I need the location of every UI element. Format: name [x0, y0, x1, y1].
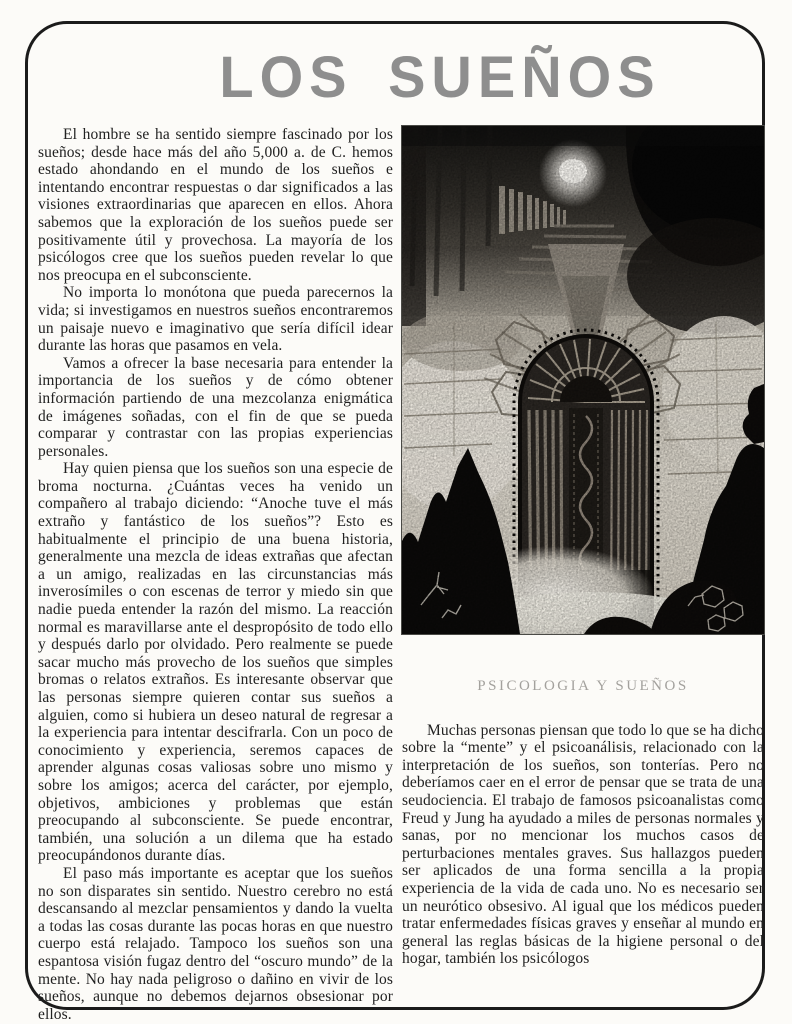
paragraph: No importa lo monótona que pueda parecernos la vida; si investigamos en nuestros sueños encontraremos un paisaje nuevo e imaginativo que sería difícil idear durante las horas que pasamos en vela. — [38, 284, 393, 355]
dream-door-photo-figure — [402, 126, 764, 696]
paragraph: El hombre se ha sentido siempre fascinado por los sueños; desde hace más del año 5,000 a. de C. hemos estado ahondando en el mundo de los sueños e intentando encontrar respuestas o dar significados a las visiones extraordinarias que aparecen en ellos. Ahora sabemos que la exploración de los sueños puede ser positivamente útil y provechosa. La mayoría de los psicólogos cree que los sueños pueden revelar lo que nos preocupa en el subconsciente. — [38, 126, 393, 284]
page-title: LOS SUEÑOS — [219, 43, 661, 110]
left-column — [38, 126, 393, 1023]
paragraph: Hay quien piensa que los sueños son una especie de broma nocturna. ¿Cuántas veces ha venido un compañero al trabajo diciendo: “Anoche tuve el más extraño y fantástico de los sueños”? Esto es habitualmente el principio de una buena historia, generalmente una mezcla de ideas extrañas que afectan a un amigo, realizadas en las circunstancias más inverosímiles o con escenas de terror y miedo sin que nadie pueda entender la razón del mismo. La reacción normal es maravillarse ante el despropósito de todo ello y después darlo por olvidado. Pero realmente se puede sacar mucho más provecho de los sueños que simples bromas o relatos extraños. Es interesante observar que las personas siempre quieren contar sus sueños a alguien, como si hubiera un deseo natural de regresar a la experiencia para intentar descifrarla. Con un poco de conocimiento y experiencia, seremos capaces de aprender algunas cosas valiosas sobre uno mismo y sobre los amigos; acerca del carácter, por ejemplo, objetivos, ambiciones y problemas que están preocupando al subconsciente. Se puede encontrar, también, una solución a un dilema que ha estado preocupándonos durante días. — [38, 460, 393, 865]
paragraph: El paso más importante es aceptar que los sueños no son disparates sin sentido. Nuestro cerebro no está descansando al mezclar pensamientos y dando la vuelta a todas las cosas durante las pocas horas en que nuestro cuerpo está relajado. Tampoco los sueños son una espantosa visión fugaz dentro del “oscuro mundo” de la mente. No hay nada peligroso o dañino en vivir de los sueños, aunque no debemos dejarnos obsesionar por ellos. — [38, 864, 393, 1023]
photo-caption: PSICOLOGIA Y SUEÑOS — [477, 678, 689, 694]
dream-door-photo — [402, 126, 764, 634]
two-column-layout — [38, 126, 764, 1023]
paragraph: Vamos a ofrecer la base necesaria para entender la importancia de los sueños y de cómo obtener información partiendo de una mezcolanza enigmática de imágenes soñadas, con el fin de que se pueda comparar y contrastar con las propias experiencias personales. — [38, 354, 393, 460]
paragraph: Muchas personas piensan que todo lo que se ha dicho sobre la “mente” y el psicoanálisis, relacionado con la interpretación de los sueños, son tonterías. Pero no deberíamos caer en el error de pensar que se trata de una seudociencia. El trabajo de famosos psicoanalistas como Freud y Jung ha ayudado a miles de personas normales y sanas, por no mencionar los muchos casos de perturbaciones mentales graves. Sus hallazgos pueden ser aplicados de una forma sencilla a la propia experiencia de la vida de cada uno. No es necesario ser un neurótico obsesivo. Al igual que los médicos pueden tratar enfermedades físicas graves y enseñar al mundo en general las reglas básicas de la higiene personal o del hogar, también los psicólogos — [402, 721, 764, 968]
right-column — [402, 126, 764, 1023]
